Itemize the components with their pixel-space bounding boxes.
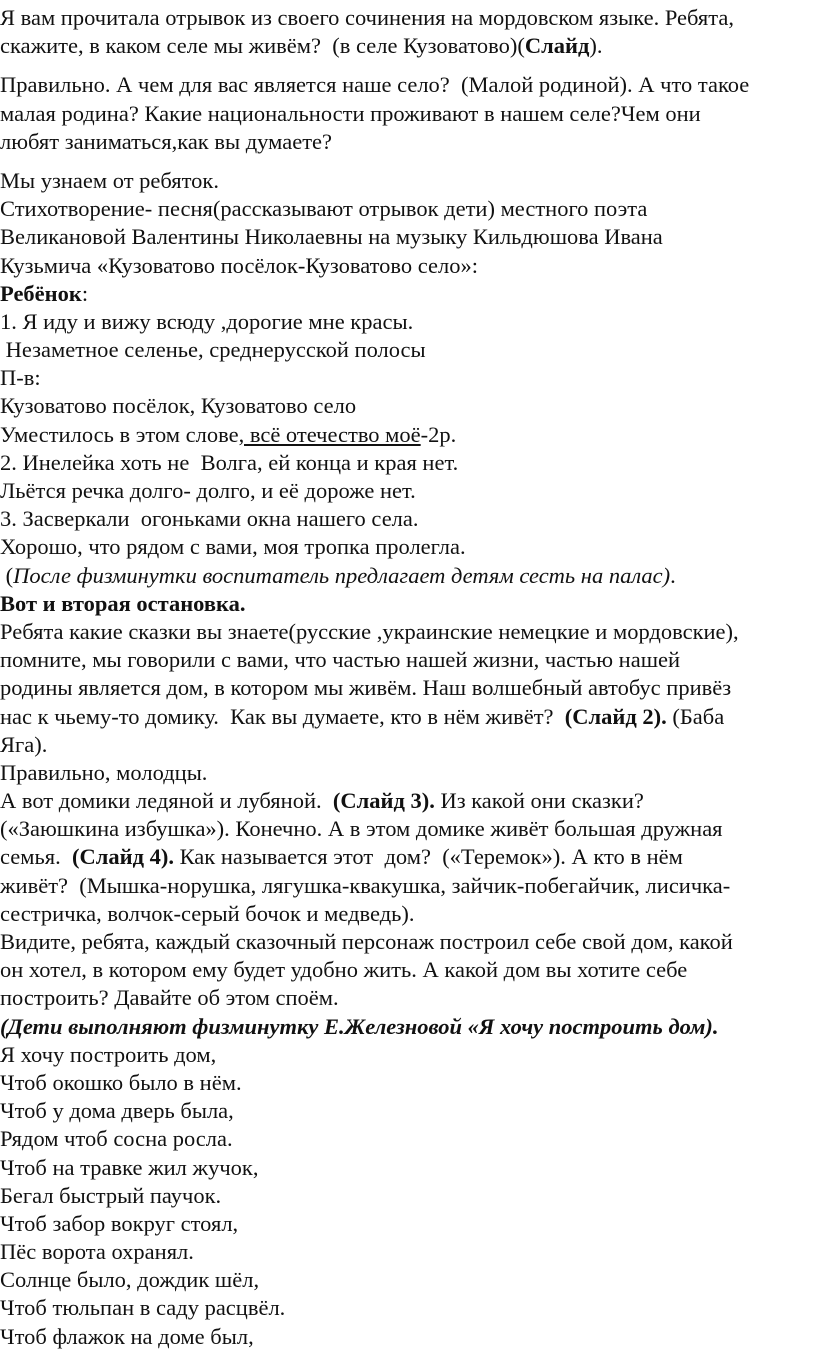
text-run: (Слайд 3). xyxy=(332,788,435,814)
text-line xyxy=(0,336,816,364)
text-run: Как называется этот дом? («Теремок»). А кто в нём xyxy=(173,844,683,870)
text-line xyxy=(0,477,816,505)
text-run: Чтоб у дома дверь была, xyxy=(0,1098,234,1124)
text-line xyxy=(0,872,816,900)
text-run: Правильно, молодцы. xyxy=(0,759,208,785)
text-run: Мы узнаем от ребяток. xyxy=(0,167,219,193)
text-line xyxy=(0,128,816,156)
text-run: После физминутки воспитатель предлагает детям сесть на палас) xyxy=(13,562,671,588)
text-run: (Дети выполняют физминутку Е.Железновой «Я хочу построить дом). xyxy=(0,1013,719,1039)
text-line xyxy=(0,280,816,308)
text-run: Стихотворение- песня(рассказывают отрывок дети) местного поэта xyxy=(0,196,648,222)
paragraph-intro xyxy=(0,4,816,60)
text-line xyxy=(0,618,816,646)
text-line xyxy=(0,562,816,590)
text-run: Чтоб окошко было в нём. xyxy=(0,1069,242,1095)
text-line xyxy=(0,815,816,843)
text-run: Хорошо, что рядом с вами, моя тропка пролегла. xyxy=(0,534,466,560)
text-run: скажите, в каком селе мы живём? (в селе Кузоватово)( xyxy=(0,33,525,59)
text-line xyxy=(0,1323,816,1351)
text-line xyxy=(0,364,816,392)
text-run: построить? Давайте об этом споём. xyxy=(0,985,339,1011)
text-line xyxy=(0,533,816,561)
text-run: -2р. xyxy=(420,421,457,447)
text-line xyxy=(0,1182,816,1210)
text-line xyxy=(0,1097,816,1125)
text-line xyxy=(0,843,816,871)
text-run: сестричка, волчок-серый бочок и медведь). xyxy=(0,900,415,926)
text-run: Баба xyxy=(679,703,725,729)
text-run: (Слайд 4). xyxy=(71,844,174,870)
text-line xyxy=(0,984,816,1012)
text-line xyxy=(0,1294,816,1322)
text-line xyxy=(0,787,816,815)
text-run: ( xyxy=(0,562,14,588)
text-run: , всё отечество моё xyxy=(238,421,421,447)
text-run: Незаметное селенье, среднерусской полосы xyxy=(0,337,426,363)
text-run: Кузьмича «Кузоватово посёлок-Кузоватово село»: xyxy=(0,252,478,278)
text-line xyxy=(0,731,816,759)
text-line xyxy=(0,900,816,928)
text-run: любят заниматься,как вы думаете? xyxy=(0,128,332,154)
text-run: . xyxy=(670,562,676,588)
text-line xyxy=(0,4,816,32)
text-line xyxy=(0,505,816,533)
text-run: Ребёнок xyxy=(0,280,82,306)
text-run: Правильно. А чем для вас является наше село? (Малой родиной). А что такое xyxy=(0,72,750,98)
text-run: Бегал быстрый паучок. xyxy=(0,1182,222,1208)
text-run: малая родина? Какие национальности проживают в нашем селе?Чем они xyxy=(0,100,701,126)
text-run: 1. Я иду и вижу всюду ,дорогие мне красы. xyxy=(0,308,414,334)
text-run: Я хочу построить дом, xyxy=(0,1041,217,1067)
text-line xyxy=(0,646,816,674)
text-line xyxy=(0,1238,816,1266)
text-run: помните, мы говорили с вами, что частью нашей жизни, частью нашей xyxy=(0,647,681,673)
text-run: живёт? (Мышка-норушка, лягушка-квакушка, зайчик-побегайчик, лисичка- xyxy=(0,872,731,898)
text-run: ( xyxy=(666,703,680,729)
text-line xyxy=(0,71,816,99)
text-run: (Слайд 2). xyxy=(564,703,667,729)
text-line xyxy=(0,1266,816,1294)
text-line xyxy=(0,1013,816,1041)
text-run: Чтоб тюльпан в саду расцвёл. xyxy=(0,1295,286,1321)
text-run: Льётся речка долго- долго, и её дороже нет. xyxy=(0,478,416,503)
text-line xyxy=(0,449,816,477)
text-line xyxy=(0,223,816,251)
text-run: Пёс ворота охранял. xyxy=(0,1239,194,1265)
text-run: Видите, ребята, каждый сказочный персонаж построил себе свой дом, какой xyxy=(0,929,733,954)
text-line xyxy=(0,32,816,60)
text-line xyxy=(0,421,816,449)
text-line xyxy=(0,674,816,702)
text-line xyxy=(0,392,816,420)
text-run: Я вам прочитала отрывок из своего сочинения на мордовском языке. Ребята, xyxy=(0,5,734,30)
text-run: Рядом чтоб сосна росла. xyxy=(0,1126,233,1152)
text-run: семья. xyxy=(0,844,72,870)
text-line xyxy=(0,1125,816,1153)
text-run: Слайд xyxy=(524,33,590,59)
paragraph-question xyxy=(0,71,816,156)
text-line xyxy=(0,252,816,280)
text-line xyxy=(0,1210,816,1238)
text-line xyxy=(0,590,816,618)
text-run: ). xyxy=(589,33,603,59)
text-run: Чтоб на травке жил жучок, xyxy=(0,1154,259,1180)
text-run: А вот домики ледяной и лубяной. xyxy=(0,788,333,814)
text-run: Чтоб флажок на доме был, xyxy=(0,1323,254,1349)
text-line xyxy=(0,928,816,956)
text-line xyxy=(0,195,816,223)
text-line xyxy=(0,956,816,984)
text-line xyxy=(0,308,816,336)
text-run: родины является дом, в котором мы живём. Наш волшебный автобус привёз xyxy=(0,675,732,701)
text-run: 3. Засверкали огоньками окна нашего села. xyxy=(0,506,419,532)
text-run: П-в: xyxy=(0,365,41,391)
text-line xyxy=(0,1041,816,1069)
paragraph-main xyxy=(0,167,816,1351)
text-line xyxy=(0,1154,816,1182)
text-run: («Заюшкина избушка»). Конечно. А в этом домике живёт большая дружная xyxy=(0,816,723,842)
text-run: Уместилось в этом слове xyxy=(0,421,239,447)
text-run: 2. Инелейка хоть не Волга, ей конца и края нет. xyxy=(0,449,459,475)
text-line xyxy=(0,759,816,787)
text-run: нас к чьему-то домику. Как вы думаете, кто в нём живёт? xyxy=(0,703,565,729)
text-run: Яга). xyxy=(0,731,48,757)
text-line xyxy=(0,1069,816,1097)
text-run: Вот и вторая остановка. xyxy=(0,590,246,616)
text-run: Великановой Валентины Николаевны на музыку Кильдюшова Ивана xyxy=(0,224,663,250)
text-run: Солнце было, дождик шёл, xyxy=(0,1267,260,1293)
text-line xyxy=(0,703,816,731)
text-run: он хотел, в котором ему будет удобно жить. А какой дом вы хотите себе xyxy=(0,957,688,983)
text-run: Из какой они сказки? xyxy=(434,788,644,814)
text-run: : xyxy=(81,280,89,306)
text-line xyxy=(0,167,816,195)
text-line xyxy=(0,100,816,128)
text-run: Чтоб забор вокруг стоял, xyxy=(0,1210,239,1236)
text-run: Ребята какие сказки вы знаете(русские ,украинские немецкие и мордовские), xyxy=(0,618,739,644)
text-run: Кузоватово посёлок, Кузоватово село xyxy=(0,393,357,419)
